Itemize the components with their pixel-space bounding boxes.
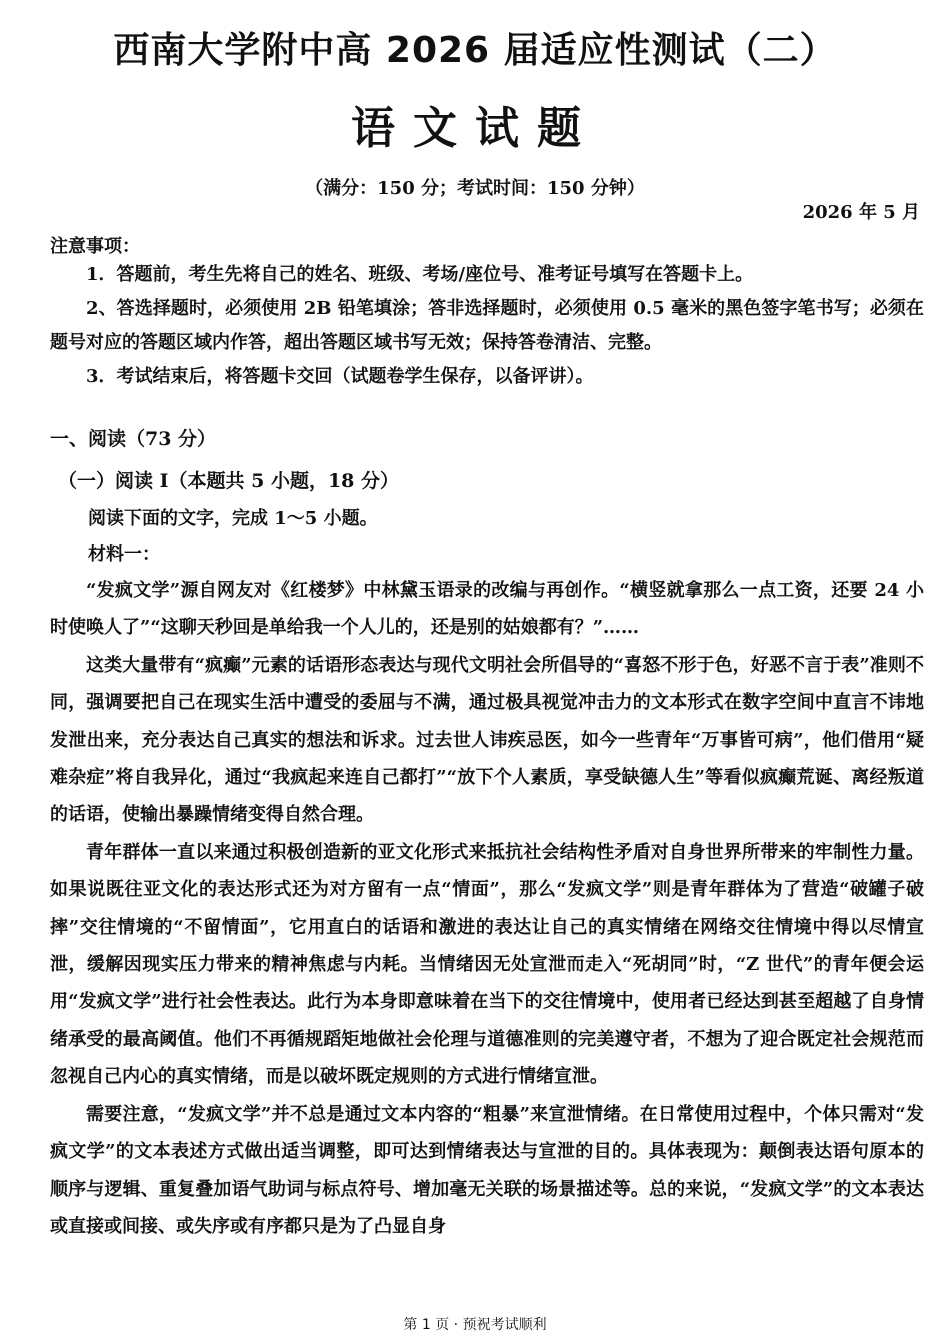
note-item: 1．答题前，考生先将自己的姓名、班级、考场/座位号、准考证号填写在答题卡上。 [86,264,754,285]
passage-paragraph: 青年群体一直以来通过积极创造新的亚文化形式来抵抗社会结构性矛盾对自身世界所带来的牢制性力量。如果说既往亚文化的表达形式还为对方留有一点“情面”，那么“发疯文学”则是青年群体为了营造“破罐子破摔”交往情境的“不留情面”，它用直白的话语和激进的表达让自己的真实情绪在网络交往情境中得以尽情宣泄，缓解因现实压力带来的精神焦虑与内耗。当情绪因无处宣泄而走入“死胡同”时，“Z 世代”的青年便会运用“发疯文学”进行社会性表达。此行为本身即意味着在当下的交往情境中，使用者已经达到甚至超越了自身情绪承受的最高阈值。他们不再循规蹈矩地做社会伦理与道德准则的完美遵守者，不想为了迎合既定社会规范而忽视自己内心的真实情绪，而是以破坏既定规则的方式进行情绪宣泄。 [50,841,924,1088]
passage-paragraph: 这类大量带有“疯癫”元素的话语形态表达与现代文明社会所倡导的“喜怒不形于色，好恶不言于表”准则不同，强调要把自己在现实生活中遭受的委屈与不满，通过极具视觉冲击力的文本形式在数字空间中直言不讳地发泄出来，充分表达自己真实的想法和诉求。过去世人讳疾忌医，如今一些青年“万事皆可病”，他们借用“疑难杂症”将自我异化，通过“我疯起来连自己都打”“放下个人素质，享受缺德人生”等看似疯癫荒诞、离经叛道的话语，使输出暴躁情绪变得自然合理。 [50,654,924,826]
material-label: 材料一： [88,544,160,565]
note-item: 2、答选择题时，必须使用 2B 铅笔填涂；答非选择题时，必须使用 0.5 毫米的黑色签字笔书写；必须在题号对应的答题区域内作答，超出答题区域书写无效；保持答卷清洁、完整。 [50,298,924,353]
passage-paragraph: 需要注意，“发疯文学”并不总是通过文本内容的“粗暴”来宣泄情绪。在日常使用过程中，个体只需对“发疯文学”的文本表述方式做出适当调整，即可达到情绪表达与宣泄的目的。具体表现为：颠倒表达语句原本的顺序与逻辑、重复叠加语气助词与标点符号、增加毫无关联的场景描述等。总的来说，“发疯文学”的文本表达或直接或间接、或失序或有序都只是为了凸显自身 [50,1103,924,1237]
passage-paragraph: “发疯文学”源自网友对《红楼梦》中林黛玉语录的改编与再创作。“横竖就拿那么一点工资，还要 24 小时使唤人了”“这聊天秒回是单给我一个人儿的，还是别的姑娘都有？”…… [50,580,924,639]
exam-date: 2026 年 5 月 [802,202,920,223]
section-subheading: （一）阅读 I（本题共 5 小题，18 分） [58,470,400,492]
exam-title: 西南大学附中高 2026 届适应性测试（二） [113,30,837,71]
page-footer: 第 1 页 · 预祝考试顺利 [403,1317,547,1333]
subject-title: 语文试题 [351,103,599,154]
section-instruction: 阅读下面的文字，完成 1～5 小题。 [88,508,378,529]
section-heading: 一、阅读（73 分） [50,428,217,450]
note-item: 3．考试结束后，将答题卡交回（试题卷学生保存，以备评讲）。 [86,366,594,387]
notes-list [50,258,924,394]
exam-meta: （满分：150 分；考试时间：150 分钟） [305,178,645,199]
reading-passage [50,572,924,1245]
notes-title: 注意事项： [50,236,140,257]
